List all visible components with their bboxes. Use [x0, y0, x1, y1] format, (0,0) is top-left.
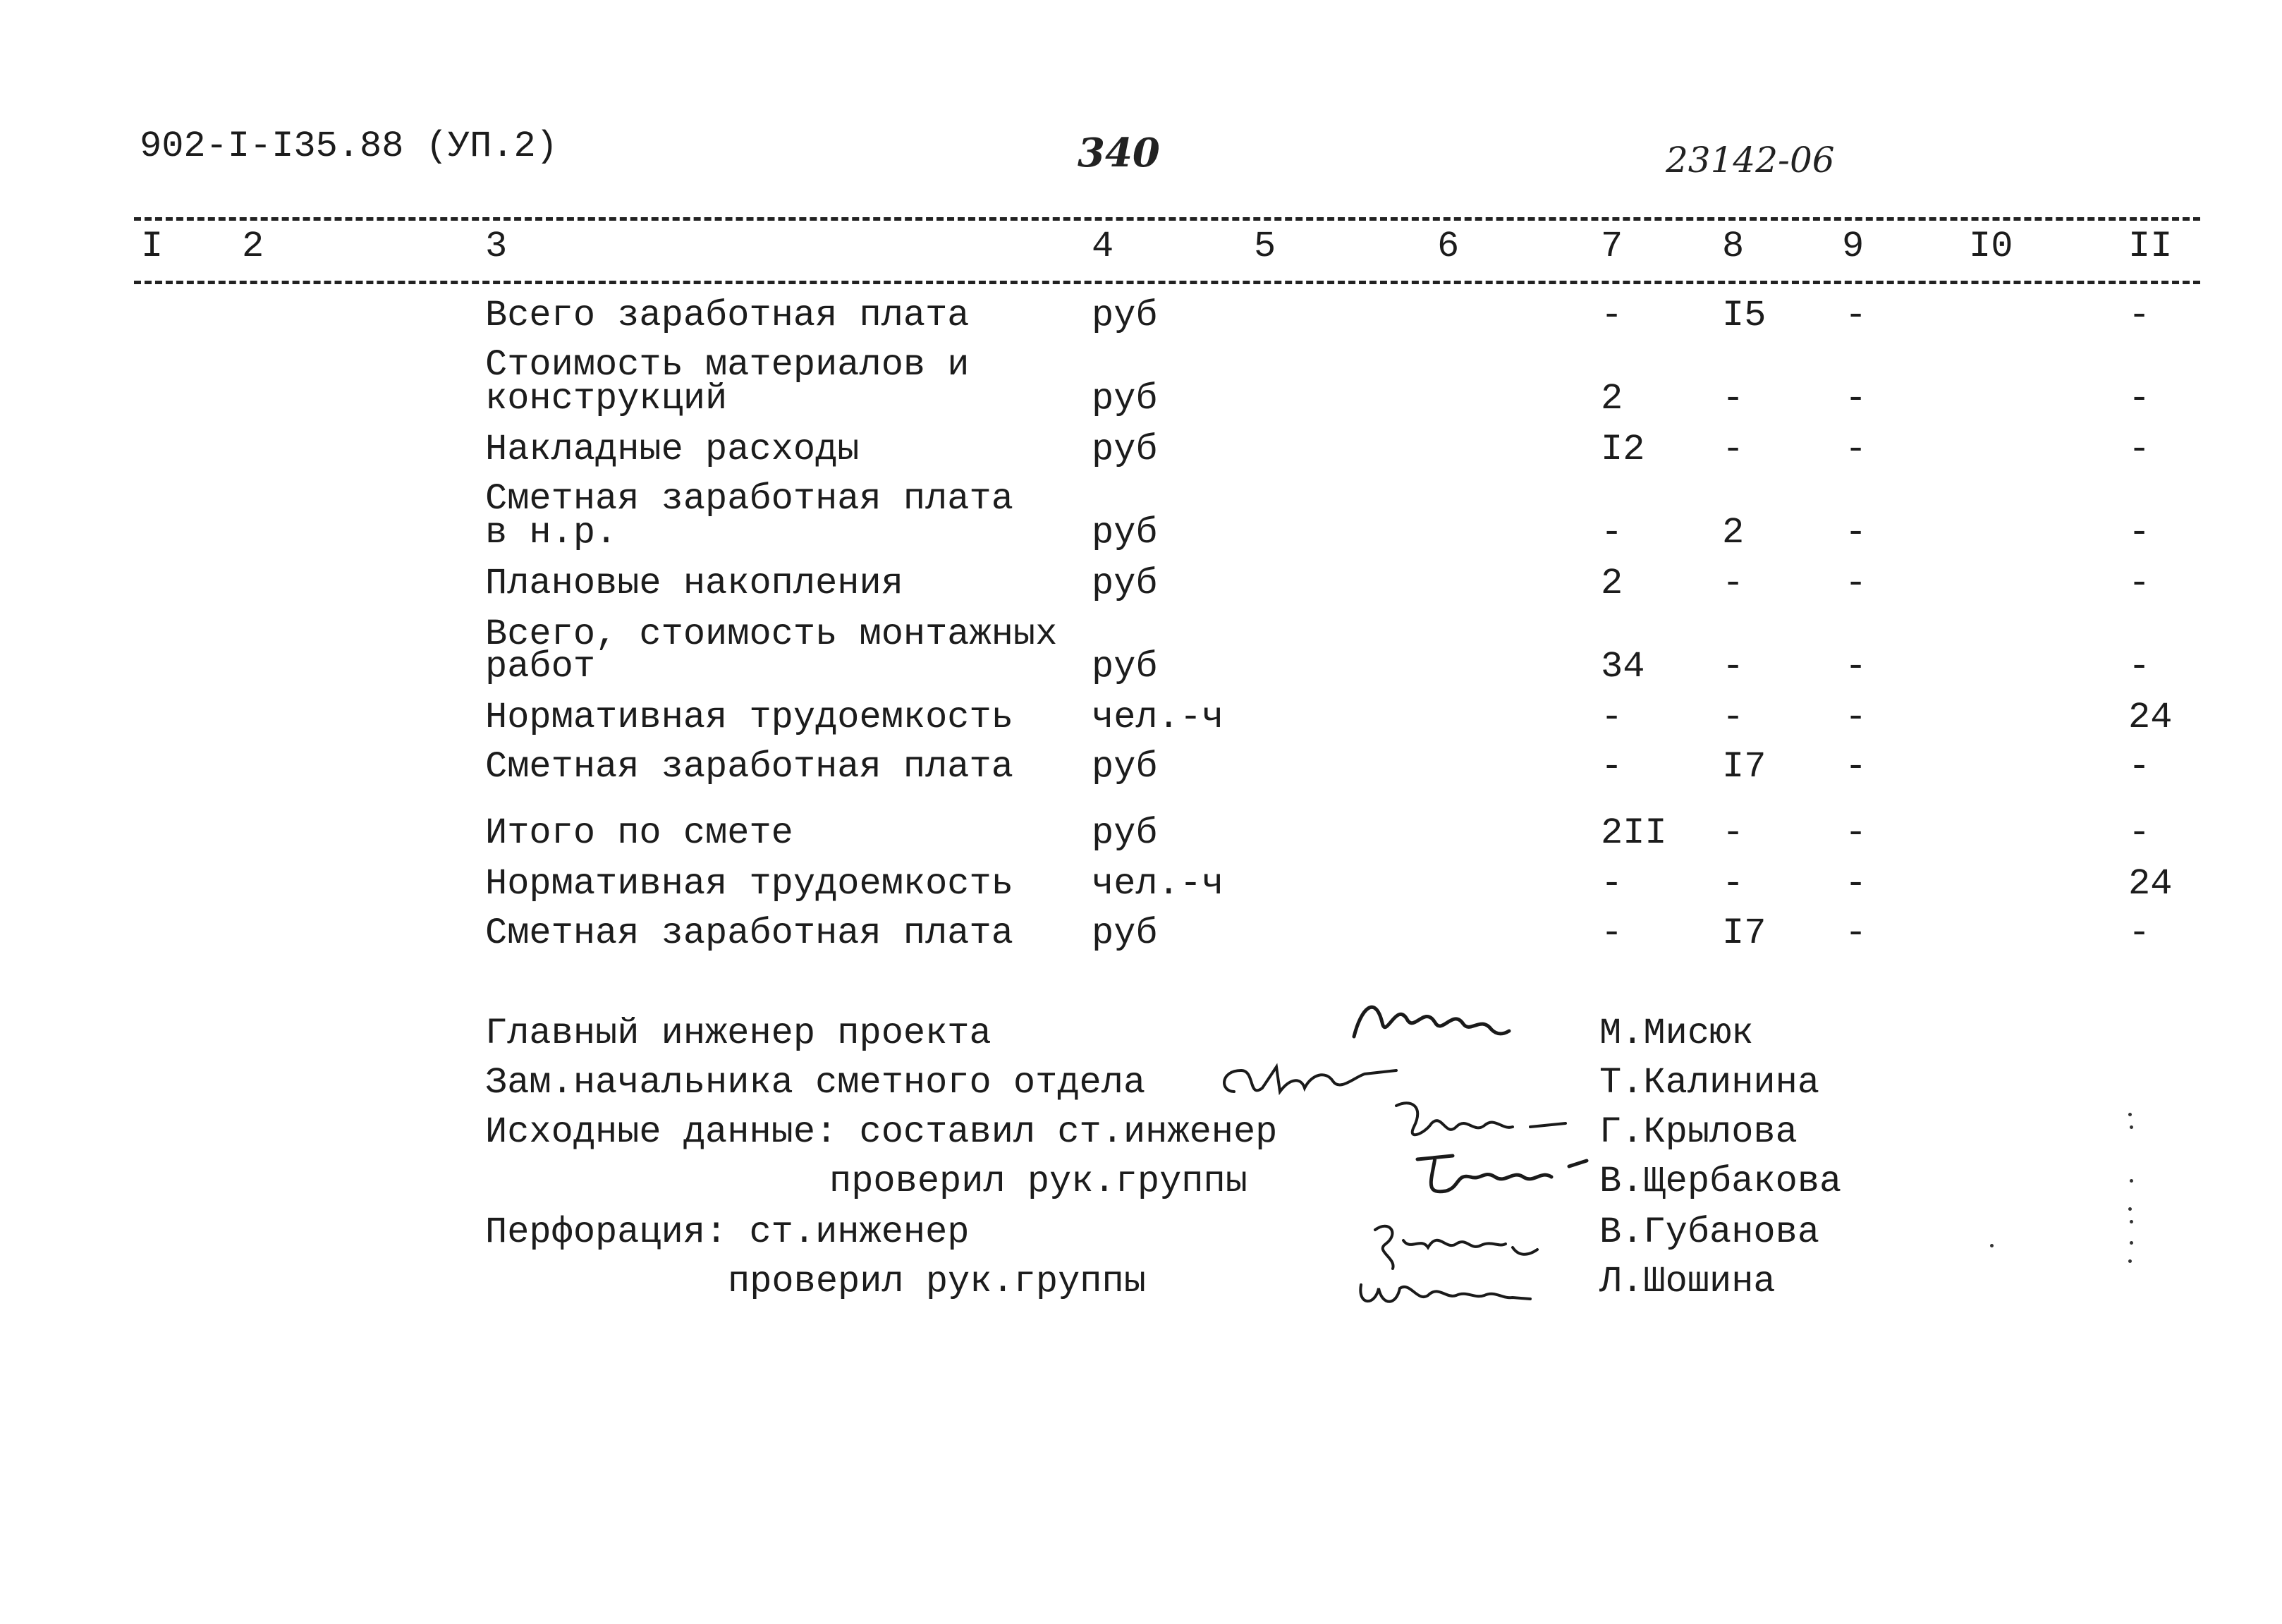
scan-speck: [1990, 1244, 1994, 1247]
col8-value: -: [1722, 812, 1745, 854]
column-header: 7: [1601, 226, 1623, 267]
col7-value: 2II: [1601, 812, 1667, 854]
signature-shoshina: [1347, 1257, 1551, 1320]
col11-value: 24: [2128, 697, 2173, 738]
item-name-continued: в н.р.: [485, 512, 618, 554]
column-header: I0: [1969, 226, 2013, 267]
col9-value: -: [1845, 812, 1867, 854]
item-name-continued: конструкций: [485, 378, 728, 420]
signatory-role: Исходные данные: составил ст.инженер: [485, 1111, 1278, 1153]
item-name: Итого по смете: [485, 812, 793, 854]
scan-speck: [2128, 1207, 2132, 1211]
col7-value: -: [1601, 746, 1623, 788]
column-header: 9: [1842, 226, 1865, 267]
col8-value: -: [1722, 697, 1745, 738]
item-unit: руб: [1092, 646, 1158, 688]
col11-value: -: [2128, 746, 2151, 788]
item-name: Нормативная трудоемкость: [485, 697, 1013, 738]
col11-value: -: [2128, 563, 2151, 604]
item-name: Стоимость материалов и: [485, 344, 970, 386]
signatory-name: Л.Шошина: [1599, 1261, 1776, 1302]
signatory-role: проверил рук.группы: [829, 1161, 1247, 1202]
item-name-continued: работ: [485, 646, 596, 688]
col7-value: -: [1601, 697, 1623, 738]
column-header: 4: [1092, 226, 1114, 267]
signatory-role: Перфорация: ст.инженер: [485, 1211, 970, 1253]
scan-speck: [2128, 1259, 2132, 1263]
col9-value: -: [1845, 646, 1867, 688]
scan-speck: [2130, 1179, 2133, 1183]
signatory-role: Главный инженер проекта: [485, 1013, 991, 1054]
col7-value: -: [1601, 912, 1623, 954]
scan-speck: [2130, 1241, 2133, 1245]
item-unit: руб: [1092, 295, 1158, 336]
item-unit: руб: [1092, 429, 1158, 470]
col11-value: -: [2128, 512, 2151, 554]
item-unit: руб: [1092, 378, 1158, 420]
col8-value: I7: [1722, 746, 1767, 788]
col11-value: -: [2128, 295, 2151, 336]
signatory-name: Г.Крылова: [1599, 1111, 1798, 1153]
column-header: II: [2128, 226, 2173, 267]
item-unit: руб: [1092, 912, 1158, 954]
col11-value: -: [2128, 812, 2151, 854]
column-header: 5: [1254, 226, 1276, 267]
col7-value: 2: [1601, 378, 1623, 420]
column-header: I: [141, 226, 164, 267]
item-name: Сметная заработная плата: [485, 478, 1013, 520]
document-code: 902-I-I35.88 (УП.2): [140, 126, 558, 167]
col9-value: -: [1845, 563, 1867, 604]
col9-value: -: [1845, 512, 1867, 554]
signatory-name: В.Губанова: [1599, 1211, 1820, 1253]
signature-misyuk: [1347, 980, 1516, 1058]
scan-speck: [2128, 1113, 2132, 1116]
scan-speck: [2130, 1220, 2133, 1223]
col7-value: -: [1601, 863, 1623, 905]
table-header-rule: [134, 281, 2200, 284]
col11-value: -: [2128, 378, 2151, 420]
item-name: Накладные расходы: [485, 429, 860, 470]
page-number: 340: [1078, 130, 1160, 176]
signatory-role: Зам.начальника сметного отдела: [485, 1062, 1146, 1104]
col7-value: I2: [1601, 429, 1645, 470]
item-name: Всего заработная плата: [485, 295, 970, 336]
col9-value: -: [1845, 863, 1867, 905]
col7-value: 34: [1601, 646, 1645, 688]
item-unit: руб: [1092, 746, 1158, 788]
col8-value: -: [1722, 378, 1745, 420]
item-name: Нормативная трудоемкость: [485, 863, 1013, 905]
table-top-rule: [134, 217, 2200, 221]
signatory-name: Т.Калинина: [1599, 1062, 1820, 1104]
col7-value: -: [1601, 512, 1623, 554]
col8-value: I5: [1722, 295, 1767, 336]
column-header: 3: [485, 226, 508, 267]
item-name: Сметная заработная плата: [485, 746, 1013, 788]
col8-value: -: [1722, 563, 1745, 604]
column-header: 6: [1437, 226, 1460, 267]
col8-value: -: [1722, 429, 1745, 470]
col8-value: 2: [1722, 512, 1745, 554]
item-unit: чел.-ч: [1092, 863, 1224, 905]
col9-value: -: [1845, 697, 1867, 738]
col11-value: -: [2128, 646, 2151, 688]
item-name: Всего, стоимость монтажных: [485, 613, 1058, 655]
col8-value: -: [1722, 646, 1745, 688]
col8-value: I7: [1722, 912, 1767, 954]
signature-shcherbakova: [1403, 1145, 1615, 1209]
signatory-name: В.Щербакова: [1599, 1161, 1842, 1202]
col9-value: -: [1845, 429, 1867, 470]
archive-number: 23142-06: [1666, 140, 1835, 181]
item-unit: руб: [1092, 563, 1158, 604]
col11-value: 24: [2128, 863, 2173, 905]
signatory-role: проверил рук.группы: [728, 1261, 1146, 1302]
scan-speck: [2130, 1125, 2133, 1129]
col9-value: -: [1845, 746, 1867, 788]
column-header: 8: [1722, 226, 1745, 267]
item-unit: руб: [1092, 512, 1158, 554]
col11-value: -: [2128, 912, 2151, 954]
item-unit: чел.-ч: [1092, 697, 1224, 738]
col7-value: 2: [1601, 563, 1623, 604]
col7-value: -: [1601, 295, 1623, 336]
col9-value: -: [1845, 295, 1867, 336]
col8-value: -: [1722, 863, 1745, 905]
col9-value: -: [1845, 378, 1867, 420]
item-name: Сметная заработная плата: [485, 912, 1013, 954]
item-unit: руб: [1092, 812, 1158, 854]
col9-value: -: [1845, 912, 1867, 954]
item-name: Плановые накопления: [485, 563, 903, 604]
column-header: 2: [242, 226, 264, 267]
col11-value: -: [2128, 429, 2151, 470]
signatory-name: М.Мисюк: [1599, 1013, 1754, 1054]
